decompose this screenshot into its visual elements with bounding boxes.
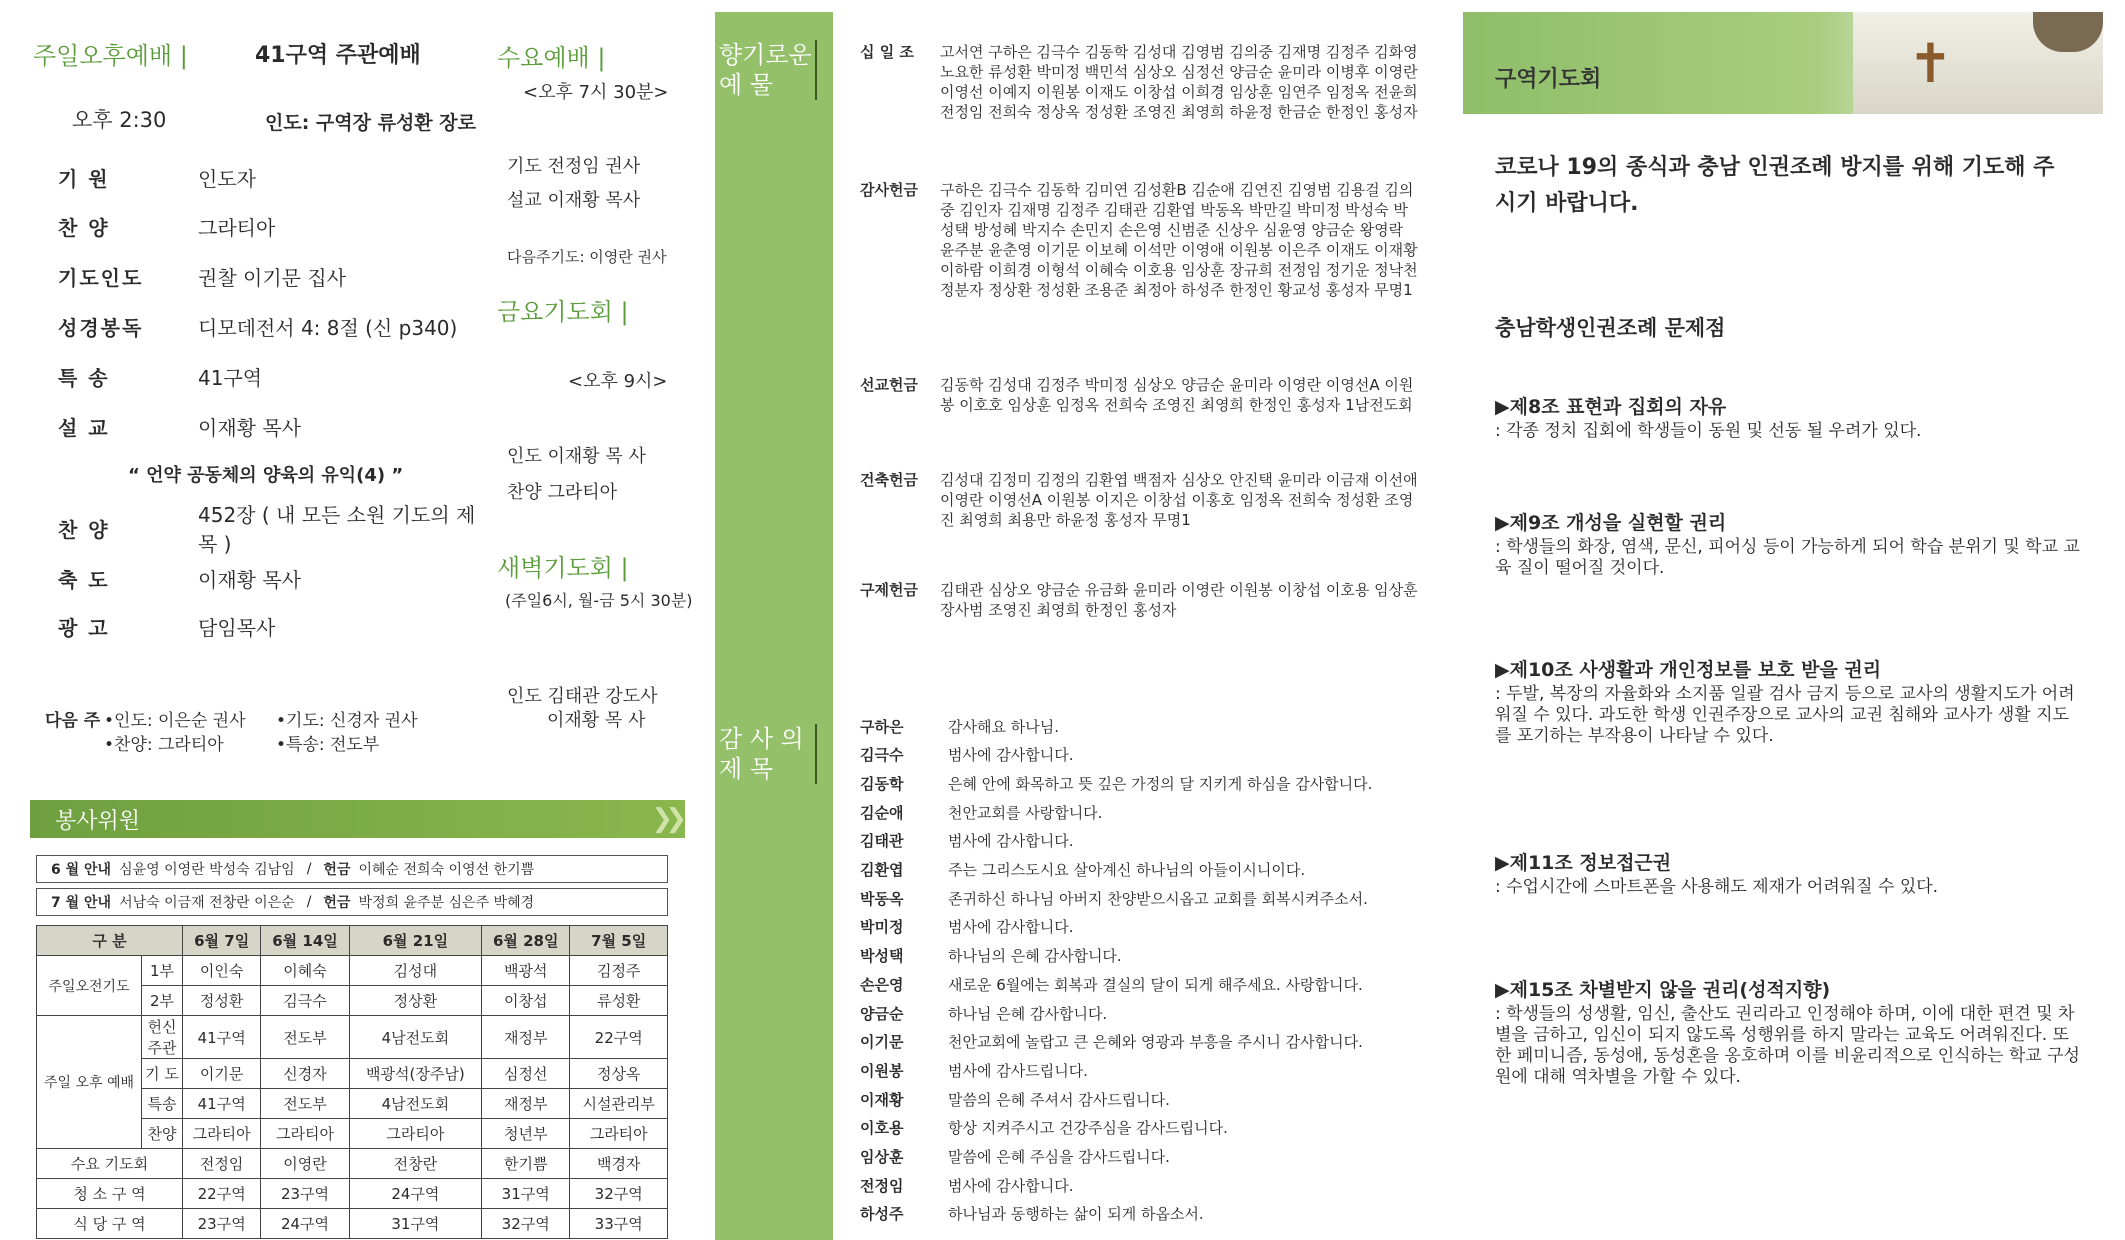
thanks-name: 김태관 xyxy=(860,832,904,851)
next-week-prayer: •기도: 신경자 권사 xyxy=(276,711,418,731)
thanks-text: 새로운 6월에는 회복과 결실의 달이 되게 해주세요. 사랑합니다. xyxy=(948,975,1363,994)
thanks-text: 감사해요 하나님. xyxy=(948,717,1059,736)
thanks-row xyxy=(860,913,1430,941)
next-week-praise: •찬양: 그라티아 xyxy=(104,735,224,755)
middle-panel xyxy=(715,0,1435,1240)
table-row xyxy=(37,1179,668,1209)
thanks-name: 김극수 xyxy=(860,746,904,765)
thanks-name: 하성주 xyxy=(860,1205,904,1224)
offering-names: 구하은 김극수 김동학 김미연 김성환B 김순애 김연진 김영범 김용걸 김의중 김인자 김재명 김정주 김태관 김환엽 박동옥 박만길 박미정 박성숙 박성택 방성혜 박지수 손민지 손은영 신범준 신상우 심윤영 양금순 왕영락 윤주분 윤춘영 이기문 이보혜 이석만 이영애 이원봉 이은주 이재도 이재황 이하람 이희경 이형석 이혜숙 이호용 임상훈 장규희 전정임 정기운 정낙천 정분자 정상환 정성환 조용준 최정아 하성주 한정인 황교성 홍성자 무명1 xyxy=(940,181,1418,299)
service-leader: 인도: 구역장 류성환 장로 xyxy=(265,112,476,134)
table-cell: 그라티아 xyxy=(570,1119,668,1149)
thanks-name: 손은영 xyxy=(860,975,904,994)
order-label: 성경봉독 xyxy=(58,315,144,340)
table-cell: 백광석(장주남) xyxy=(349,1059,481,1089)
july-label: 7 월 안내 xyxy=(51,895,112,911)
table-cell: 재정부 xyxy=(482,1016,570,1059)
article xyxy=(1495,508,2085,579)
table-cell: 전창란 xyxy=(349,1149,481,1179)
thanks-row xyxy=(860,1114,1430,1142)
june-names: 심윤영 이영란 박성숙 김남임 xyxy=(119,862,295,878)
thanks-text: 주는 그리스도시요 살아계신 하나님의 아들이시니이다. xyxy=(948,861,1306,879)
group-label: 주일 오후 예배 xyxy=(37,1016,142,1149)
order-row xyxy=(58,306,488,346)
thanks-text: 범사에 감사합니다. xyxy=(948,918,1074,937)
thanks-row xyxy=(860,827,1430,855)
wednesday-time: <오후 7시 30분> xyxy=(523,82,669,103)
sub-label: 특송 xyxy=(142,1089,183,1119)
cross-icon: ✝ xyxy=(1907,32,1953,95)
table-header: 7월 5일 xyxy=(570,926,668,956)
article-heading: ▶제11조 정보접근권 xyxy=(1495,852,1672,874)
thanks-row xyxy=(860,798,1430,826)
order-row xyxy=(58,157,488,197)
article-heading: ▶제10조 사생활과 개인정보를 보호 받을 권리 xyxy=(1495,659,1882,681)
row-label: 수요 기도회 xyxy=(37,1149,183,1179)
order-value: 41구역 xyxy=(198,365,263,390)
wednesday-next: 다음주기도: 이영란 권사 xyxy=(507,248,667,266)
july-notice: 7 월 안내 서남숙 이금재 전창란 이은순 / 헌금 박정희 윤주분 심은주 박혜경 xyxy=(36,888,668,916)
afternoon-service-title: 주일오후예배 | xyxy=(33,42,188,70)
offering-names: 김태관 심상오 양금순 유금화 윤미라 이영란 이원봉 이창섭 이호용 임상훈 장사범 조영진 최영희 한정인 홍성자 xyxy=(940,581,1418,619)
table-cell: 이창섭 xyxy=(482,986,570,1016)
thanks-text: 말씀의 은혜 주셔서 감사드립니다. xyxy=(948,1090,1170,1109)
table-row xyxy=(37,1016,668,1059)
order-row xyxy=(58,206,488,246)
table-cell: 김정주 xyxy=(570,956,668,986)
offering-row xyxy=(860,180,1420,300)
row-label: 청 소 구 역 xyxy=(37,1179,183,1209)
thanks-name: 김동학 xyxy=(860,774,904,793)
thanks-text: 항상 지켜주시고 건강주심을 감사드립니다. xyxy=(948,1119,1228,1138)
order-row xyxy=(58,406,488,446)
article xyxy=(1495,975,2085,1088)
table-header: 6월 21일 xyxy=(349,926,481,956)
order-label: 설 교 xyxy=(58,415,110,440)
order-value: 이재황 목사 xyxy=(198,415,301,440)
thanks-name: 이호용 xyxy=(860,1119,904,1138)
order-label: 기 원 xyxy=(58,166,110,191)
table-cell: 32구역 xyxy=(482,1209,570,1239)
table-cell: 이기문 xyxy=(183,1059,261,1089)
right-panel xyxy=(1455,0,2125,1240)
thanks-row xyxy=(860,1143,1430,1171)
thanks-text: 범사에 감사합니다. xyxy=(948,746,1074,765)
table-cell: 정성환 xyxy=(183,986,261,1016)
table-row xyxy=(37,1209,668,1239)
thanks-row xyxy=(860,884,1430,912)
sub-label: 헌신 주관 xyxy=(142,1016,183,1059)
thanks-name: 양금순 xyxy=(860,1004,904,1023)
table-cell: 4남전도회 xyxy=(349,1089,481,1119)
table-cell: 41구역 xyxy=(183,1089,261,1119)
friday-time: <오후 9시> xyxy=(568,371,668,392)
thanks-name: 박성택 xyxy=(860,947,904,966)
article xyxy=(1495,392,2085,442)
table-cell: 31구역 xyxy=(349,1209,481,1239)
thanks-section-label: 감 사 의 제 목 xyxy=(715,724,833,784)
ordinance-subtitle: 충남학생인권조례 문제점 xyxy=(1495,316,1726,340)
thanks-text: 은혜 안에 화목하고 뜻 깊은 가정의 달 지키게 하심을 감사합니다. xyxy=(948,774,1373,793)
table-cell: 전도부 xyxy=(261,1089,349,1119)
order-row xyxy=(58,256,488,296)
sub-label: 찬양 xyxy=(142,1119,183,1149)
table-cell: 이인숙 xyxy=(183,956,261,986)
offering-row xyxy=(860,42,1420,122)
thanks-row xyxy=(860,1171,1430,1199)
table-cell: 백광석 xyxy=(482,956,570,986)
thanks-row xyxy=(860,1028,1430,1056)
order-row xyxy=(58,356,488,396)
dawn-leader-2: 이재황 목 사 xyxy=(547,710,646,731)
order-row xyxy=(58,558,488,598)
table-header: 6월 7일 xyxy=(183,926,261,956)
article-body: : 학생들의 성생활, 임신, 출산도 권리라고 인정해야 하며, 이에 대한 편견 및 차별을 금하고, 임신이 되지 않도록 성행위를 하지 말라는 교육도 어려워진다. 또한 페미니즘, 동성애, 동성혼을 옹호하며 이를 비윤리적으로 인식하는 학교 구성원에 대해 역차별을 가할 수 있다. xyxy=(1495,1004,2080,1087)
table-cell: 시설관리부 xyxy=(570,1089,668,1119)
prayer-header xyxy=(1463,12,2103,114)
order-label: 특 송 xyxy=(58,365,110,390)
thanks-row xyxy=(860,970,1430,998)
thanks-text: 범사에 감사합니다. xyxy=(948,832,1074,851)
offering-section-label: 향기로운 예 물 xyxy=(715,40,833,100)
order-value: 452장 ( 내 모든 소원 기도의 제목 ) xyxy=(198,503,476,556)
table-cell: 그라티아 xyxy=(261,1119,349,1149)
friday-title: 금요기도회 | xyxy=(497,298,629,326)
table-cell: 31구역 xyxy=(482,1179,570,1209)
thanks-row xyxy=(860,1200,1430,1228)
offering-type: 건축헌금 xyxy=(860,471,918,489)
service-time: 오후 2:30 xyxy=(72,108,167,132)
order-label: 광 고 xyxy=(58,615,110,640)
thanks-name: 김환엽 xyxy=(860,861,904,879)
offering-names: 고서연 구하은 김극수 김동학 김성대 김영범 김의중 김재명 김정주 김화영 노요한 류성환 박미정 백민석 심상오 심정선 양금순 윤미라 이병후 이영란 이영선 이예지 이원봉 이재도 이창섭 이희경 임상훈 임연주 임정옥 전윤희 전정임 전희숙 정상옥 정성환 조영진 최영희 하윤정 한금순 한정인 홍성자 xyxy=(940,43,1418,121)
dawn-leader-1: 인도 김태관 강도사 xyxy=(507,686,658,707)
thanks-name: 이재황 xyxy=(860,1090,904,1109)
table-row xyxy=(37,1149,668,1179)
thanks-name: 이기문 xyxy=(860,1033,904,1052)
thanks-name: 임상훈 xyxy=(860,1148,904,1166)
chevron-right-icon: ❯❯ xyxy=(651,804,679,834)
sub-label: 1부 xyxy=(142,956,183,986)
sermon-title: “ 언약 공동체의 양육의 유익(4) ” xyxy=(128,465,404,486)
june-offering: 이혜순 전희숙 이영선 한기쁨 xyxy=(358,862,535,878)
thanks-row xyxy=(860,769,1430,797)
dawn-time: (주일6시, 월-금 5시 30분) xyxy=(505,591,693,610)
table-cell: 24구역 xyxy=(349,1179,481,1209)
order-value: 이재황 목사 xyxy=(198,567,301,592)
friday-lead: 인도 이재황 목 사 xyxy=(507,446,646,467)
table-cell: 재정부 xyxy=(482,1089,570,1119)
duty-table xyxy=(36,925,668,1239)
order-row xyxy=(58,606,488,646)
table-cell: 22구역 xyxy=(183,1179,261,1209)
thanks-row xyxy=(860,999,1430,1027)
thanks-text: 천안교회를 사랑합니다. xyxy=(948,803,1103,822)
thanks-text: 하나님 은혜 감사합니다. xyxy=(948,1004,1108,1023)
article-body: : 두발, 복장의 자율화와 소지품 일괄 검사 금지 등으로 교사의 생활지도가 어려워질 수 있다. 과도한 학생 인권주장으로 교사의 교권 침해와 교사가 생활 지도를 포기하는 부작용이 나타날 수 있다. xyxy=(1495,684,2075,746)
prayer-request: 코로나 19의 종식과 충남 인권조례 방지를 위해 기도해 주시기 바랍니다. xyxy=(1495,155,2055,216)
table-cell: 그라티아 xyxy=(349,1119,481,1149)
table-cell: 류성환 xyxy=(570,986,668,1016)
offering-type: 십 일 조 xyxy=(860,43,914,61)
thanks-row xyxy=(860,741,1430,769)
friday-praise: 찬양 그라티아 xyxy=(507,482,618,503)
offering-type: 구제헌금 xyxy=(860,581,918,599)
thanks-text: 하나님과 동행하는 삶이 되게 하옵소서. xyxy=(948,1205,1204,1224)
table-cell: 33구역 xyxy=(570,1209,668,1239)
table-cell: 청년부 xyxy=(482,1119,570,1149)
row-label: 식 당 구 역 xyxy=(37,1209,183,1239)
table-cell: 백경자 xyxy=(570,1149,668,1179)
table-cell: 24구역 xyxy=(261,1209,349,1239)
order-label: 기도인도 xyxy=(58,265,144,290)
article xyxy=(1495,655,2085,747)
order-value: 인도자 xyxy=(198,166,256,191)
july-offering-label: 헌금 xyxy=(323,895,351,911)
offering-names: 김성대 김정미 김정의 김환엽 백점자 심상오 안진택 윤미라 이금재 이선애 이영란 이영선A 이원봉 이지은 이창섭 이홍호 임정옥 전희숙 정성환 조영진 최영희 최용만 하윤정 홍성자 무명1 xyxy=(940,471,1418,529)
table-cell: 심정선 xyxy=(482,1059,570,1089)
table-cell: 전도부 xyxy=(261,1016,349,1059)
order-label: 찬 양 xyxy=(58,215,110,240)
article-heading: ▶제8조 표현과 집회의 자유 xyxy=(1495,396,1727,418)
table-cell: 23구역 xyxy=(261,1179,349,1209)
sub-label: 2부 xyxy=(142,986,183,1016)
thanks-text: 범사에 감사드립니다. xyxy=(948,1061,1088,1080)
offering-row xyxy=(860,470,1420,530)
group-label: 주일오전기도 xyxy=(37,956,142,1016)
table-cell: 전정임 xyxy=(183,1149,261,1179)
sub-label: 기 도 xyxy=(142,1059,183,1089)
order-value: 권찰 이기문 집사 xyxy=(198,265,346,290)
order-label: 축 도 xyxy=(58,567,110,592)
table-cell: 한기쁨 xyxy=(482,1149,570,1179)
table-cell: 22구역 xyxy=(570,1016,668,1059)
thanks-text: 존귀하신 하나님 아버지 찬양받으시옵고 교회를 회복시켜주소서. xyxy=(948,889,1368,908)
table-cell: 이혜숙 xyxy=(261,956,349,986)
volunteers-banner xyxy=(30,800,685,838)
table-cell: 김성대 xyxy=(349,956,481,986)
june-offering-label: 헌금 xyxy=(323,862,351,878)
wednesday-title: 수요예배 | xyxy=(497,44,606,72)
thanks-text: 하나님의 은혜 감사합니다. xyxy=(948,947,1122,966)
table-header: 6월 28일 xyxy=(482,926,570,956)
article-body: : 학생들의 화장, 염색, 문신, 피어싱 등이 가능하게 되어 학습 분위기 및 학교 교육 질이 떨어질 것이다. xyxy=(1495,537,2080,578)
offering-row xyxy=(860,580,1420,620)
article-body: : 각종 정치 집회에 학생들이 동원 및 선동 될 우려가 있다. xyxy=(1495,421,1922,441)
thanks-row xyxy=(860,712,1430,740)
june-label: 6 월 안내 xyxy=(51,862,112,878)
thanks-row xyxy=(860,942,1430,970)
wednesday-sermon: 설교 이재황 목사 xyxy=(507,190,641,211)
offering-type: 선교헌금 xyxy=(860,376,918,394)
offering-names: 김동학 김성대 김정주 박미정 심상오 양금순 윤미라 이영란 이영선A 이원봉 이호호 임상훈 임정옥 전희숙 조영진 최영희 한정인 홍성자 1남전도회 xyxy=(940,376,1414,414)
thanks-row xyxy=(860,1056,1430,1084)
next-week-label: 다음 주 xyxy=(45,711,101,731)
table-cell: 김극수 xyxy=(261,986,349,1016)
table-header: 6월 14일 xyxy=(261,926,349,956)
side-bar xyxy=(715,12,833,1240)
table-cell: 23구역 xyxy=(183,1209,261,1239)
article-heading: ▶제15조 차별받지 않을 권리(성적지향) xyxy=(1495,979,1831,1001)
table-cell: 정상환 xyxy=(349,986,481,1016)
thanks-name: 이원봉 xyxy=(860,1061,904,1080)
july-offering: 박정희 윤주분 심은주 박혜경 xyxy=(358,895,535,911)
article xyxy=(1495,848,2085,898)
article-body: : 수업시간에 스마트폰을 사용해도 제재가 어려워질 수 있다. xyxy=(1495,877,1939,897)
thanks-name: 김순애 xyxy=(860,803,904,822)
table-cell: 32구역 xyxy=(570,1179,668,1209)
next-week-lead: •인도: 이은순 권사 xyxy=(104,711,246,731)
thanks-text: 천안교회에 놀랍고 큰 은혜와 영광과 부흥을 주시니 감사합니다. xyxy=(948,1033,1363,1052)
table-cell: 41구역 xyxy=(183,1016,261,1059)
article-heading: ▶제9조 개성을 실현할 권리 xyxy=(1495,512,1727,534)
dawn-title: 새벽기도회 | xyxy=(497,554,629,582)
left-panel xyxy=(0,0,700,1240)
order-value: 담임목사 xyxy=(198,615,276,640)
service-name: 41구역 주관예배 xyxy=(255,43,421,68)
table-cell: 정상옥 xyxy=(570,1059,668,1089)
june-notice: 6 월 안내 심윤영 이영란 박성숙 김남임 / 헌금 이혜순 전희숙 이영선 한기쁨 xyxy=(36,855,668,883)
order-row xyxy=(58,454,488,494)
thanks-text: 말씀에 은혜 주심을 감사드립니다. xyxy=(948,1148,1170,1166)
volunteers-title: 봉사위원 xyxy=(55,808,141,834)
table-header: 구 분 xyxy=(37,926,183,956)
next-week-special-song: •특송: 전도부 xyxy=(276,735,380,755)
thanks-name: 박미정 xyxy=(860,918,904,937)
thanks-text: 범사에 감사합니다. xyxy=(948,1176,1074,1195)
july-names: 서남숙 이금재 전창란 이은순 xyxy=(119,895,295,911)
offering-type: 감사헌금 xyxy=(860,181,918,199)
wednesday-prayer: 기도 전정임 권사 xyxy=(507,156,641,177)
thanks-name: 전정임 xyxy=(860,1176,904,1195)
table-cell: 이영란 xyxy=(261,1149,349,1179)
order-value: 그라티아 xyxy=(198,215,276,240)
table-header-row xyxy=(37,926,668,956)
thanks-name: 구하은 xyxy=(860,717,904,736)
order-row xyxy=(58,503,488,556)
table-cell: 4남전도회 xyxy=(349,1016,481,1059)
prayer-header-title: 구역기도회 xyxy=(1495,67,1602,92)
table-cell: 신경자 xyxy=(261,1059,349,1089)
order-label: 찬 양 xyxy=(58,517,110,542)
thanks-name: 박동옥 xyxy=(860,889,904,908)
thanks-row xyxy=(860,856,1430,884)
order-value: 디모데전서 4: 8절 (신 p340) xyxy=(198,315,458,340)
thanks-row xyxy=(860,1085,1430,1113)
table-row xyxy=(37,956,668,986)
table-cell: 그라티아 xyxy=(183,1119,261,1149)
offering-row xyxy=(860,375,1420,415)
